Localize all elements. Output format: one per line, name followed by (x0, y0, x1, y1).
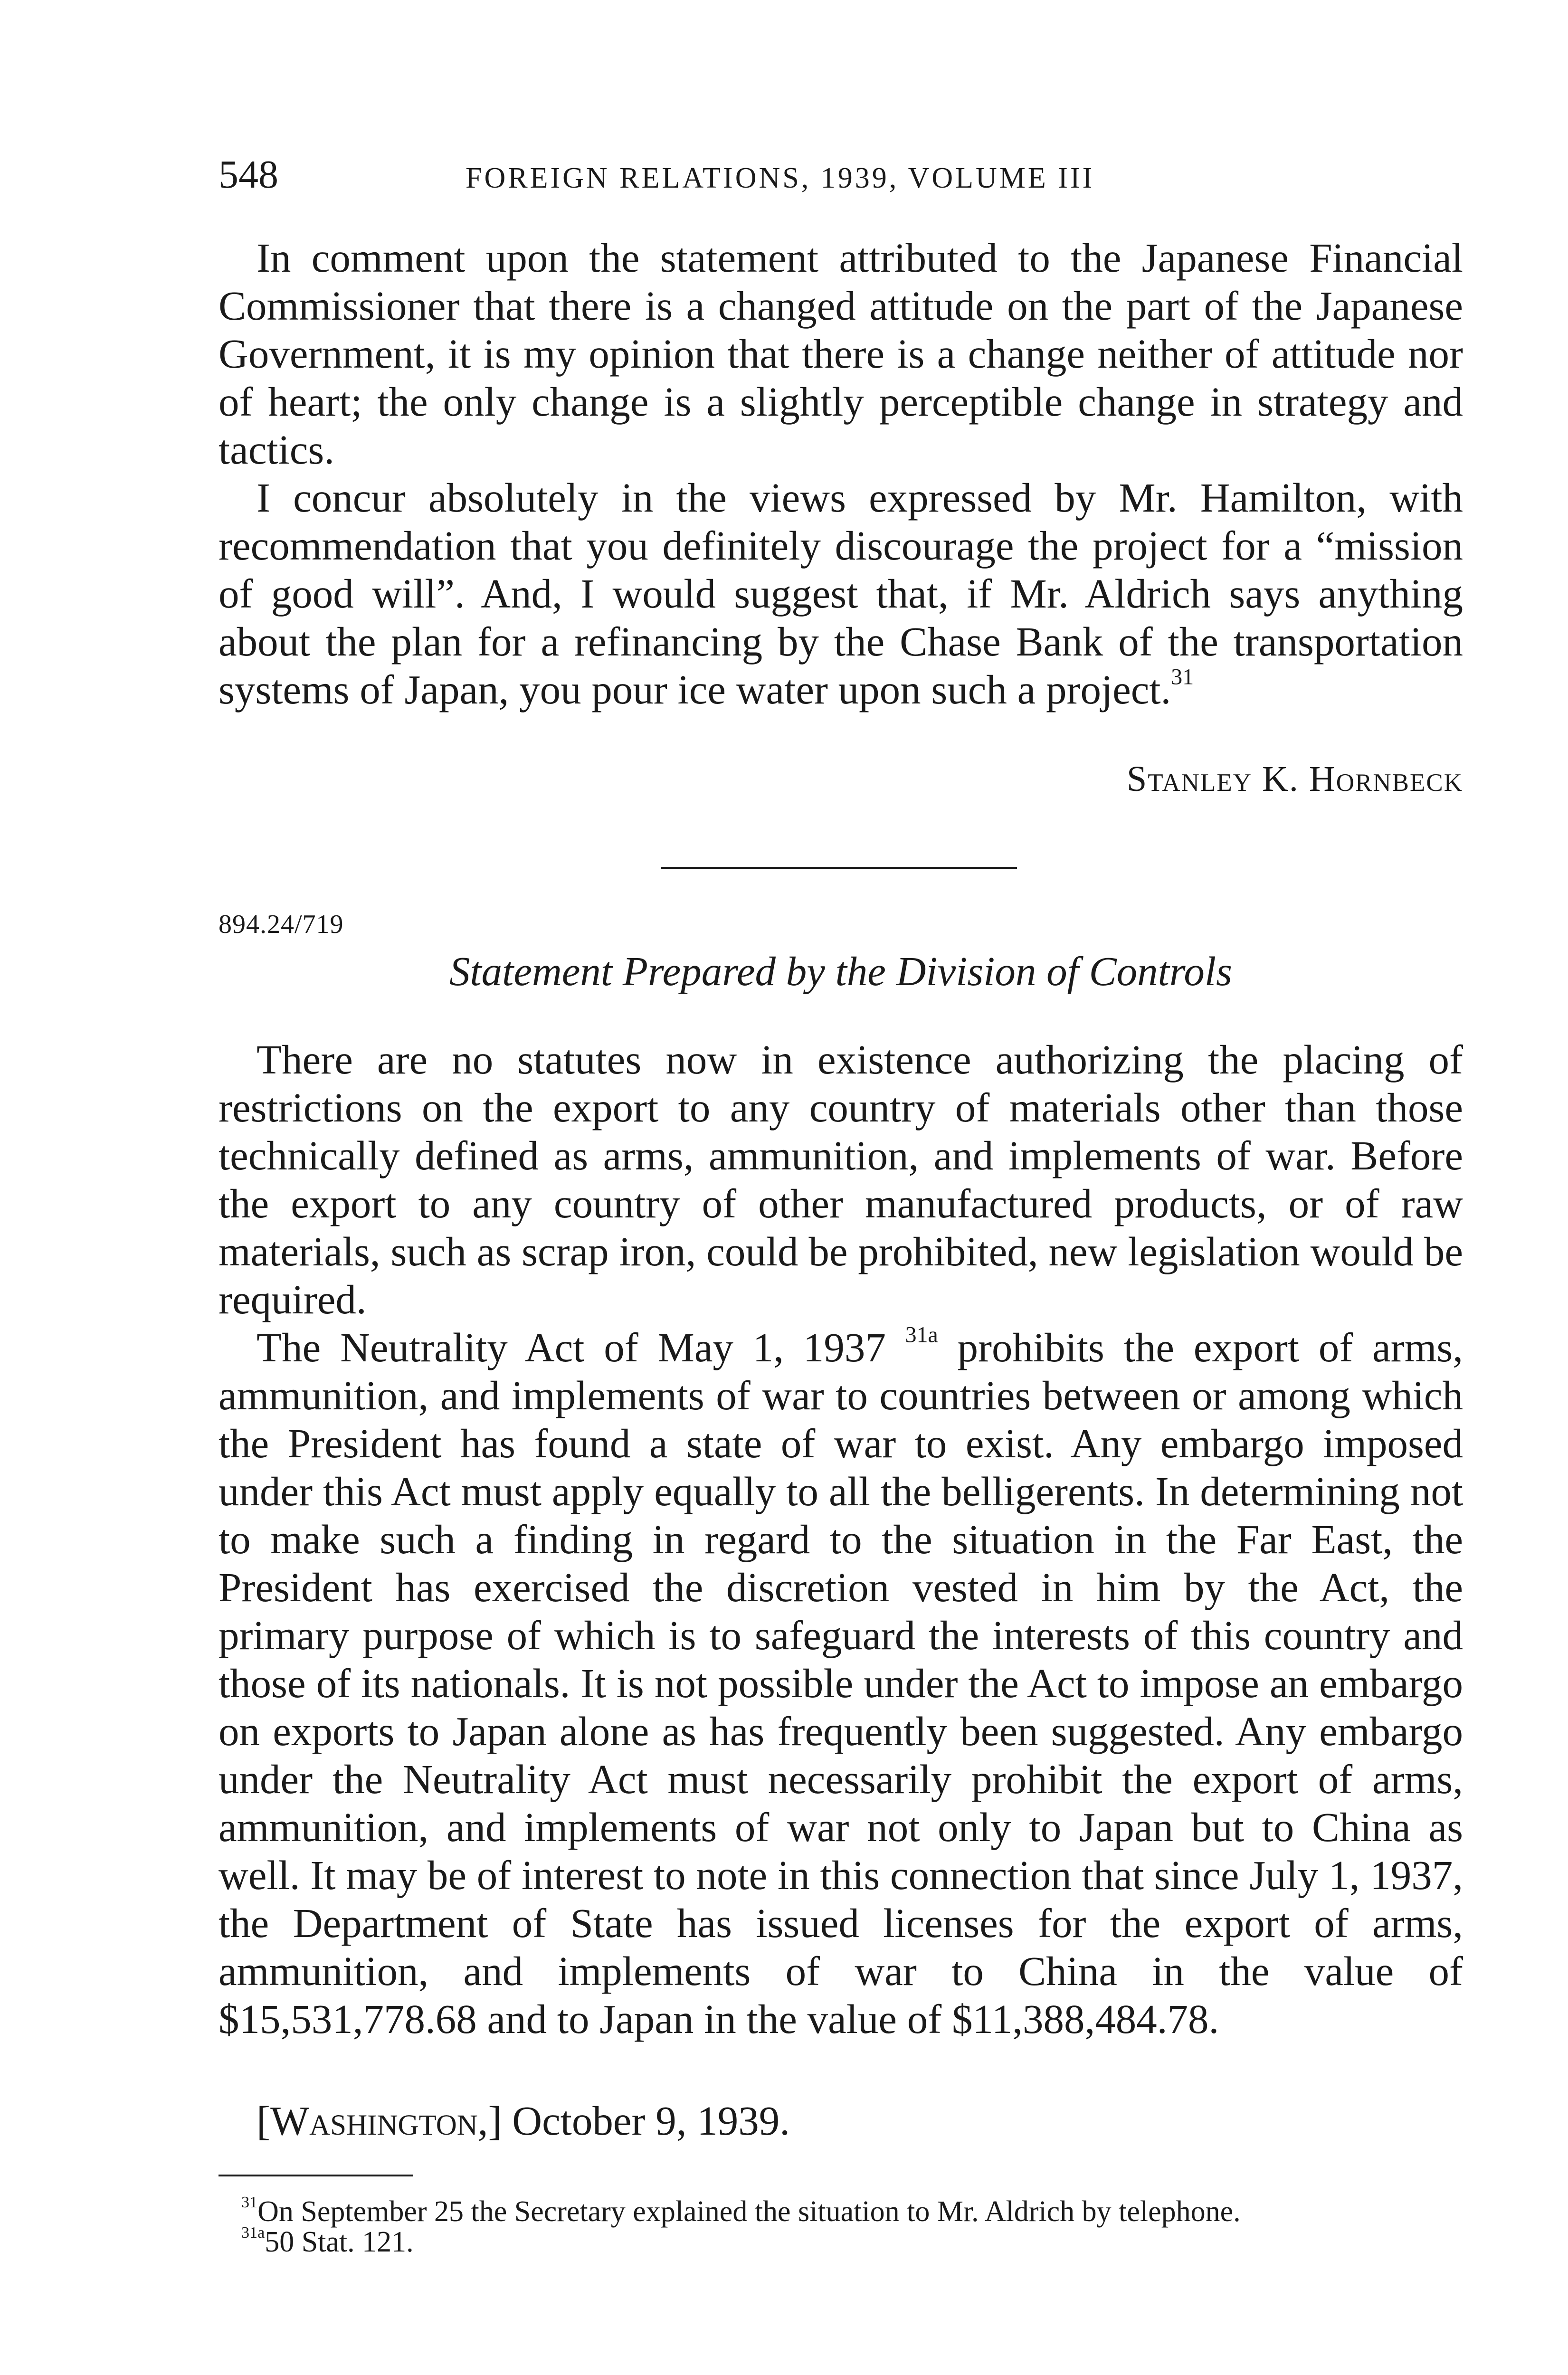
statement-body (219, 1036, 1463, 2043)
dateline-bracket-open: [ (257, 2098, 270, 2144)
dateline (257, 2097, 790, 2145)
memo-paragraph: In comment upon the statement attributed to the Japanese Financial Commissioner that there is a changed attitude on the part of the Japanese Government, it is my opinion that there is a change neither of attitude nor of heart; the only change is a slightly perceptible change in strategy and tactics. (219, 235, 1463, 473)
memo-paragraph (219, 474, 1463, 713)
statement-paragraph: There are no statutes now in existence authorizing the placing of restrictions on the export to any country of materials other than those technically defined as arms, ammunition, and implements of war. Before the export to any country of other manufactured products, or of raw materials, such as scrap iron, could be prohibited, new legislation would be required. (219, 1036, 1463, 1322)
dateline-place: Washington, (270, 2098, 488, 2144)
footnote-text: 50 Stat. 121. (265, 2226, 414, 2258)
memo-paragraph-text: I concur absolutely in the views expressed by Mr. Hamilton, with recommendation that you definitely discourage the project for a “mission of good will”. And, I would suggest that, if Mr. Aldrich says anything about the plan for a refinancing by the Chase Bank of the transportation systems of Japan, you pour ice water upon such a project. (219, 475, 1463, 712)
page-number: 548 (219, 152, 278, 197)
statement-paragraph-lead: The Neutrality Act of May 1, 1937 (257, 1324, 886, 1370)
footnote (219, 2194, 1463, 2228)
running-head (219, 151, 1463, 203)
footnote-marker: 31 (241, 2194, 258, 2212)
signature: Stanley K. Hornbeck (1127, 759, 1463, 799)
footnote-marker: 31a (241, 2224, 265, 2242)
file-number: 894.24/719 (219, 910, 344, 939)
dateline-bracket-close: ] (488, 2098, 502, 2144)
footnote-text: On September 25 the Secretary explained the situation to Mr. Aldrich by telephone. (257, 2195, 1241, 2228)
footnote-ref: 31 (1171, 664, 1194, 690)
footnote-rule (219, 2175, 413, 2176)
document-title: Statement Prepared by the Division of Controls (449, 948, 1232, 994)
footnote-ref: 31a (905, 1322, 938, 1348)
memo-body (219, 234, 1463, 713)
statement-paragraph (219, 1323, 1463, 2043)
dateline-date: October 9, 1939. (512, 2098, 790, 2144)
footnote (219, 2224, 1463, 2258)
running-title: FOREIGN RELATIONS, 1939, VOLUME III (466, 162, 1095, 194)
footnotes (219, 2194, 1463, 2258)
section-divider (661, 867, 1017, 869)
statement-paragraph-rest: prohibits the export of arms, ammunition, and implements of war to countries between or among which the President has found a state of war to exist. Any embargo imposed under this Act must apply equally to all the belligerents. In determining not to make such a finding in regard to the situation in the Far East, the President has exercised the discretion vested in him by the Act, the primary purpose of which is to safeguard the interests of this country and those of its nationals. It is not possible under the Act to impose an embargo on exports to Japan alone as has frequently been suggested. Any embargo under the Neutrality Act must necessarily prohibit the export of arms, ammunition, and implements of war not only to Japan but to China as well. It may be of interest to note in this connection that since July 1, 1937, the Department of State has issued licenses for the export of arms, ammunition, and implements of war to China in the value of $15,531,778.68 and to Japan in the value of $11,388,484.78. (219, 1324, 1463, 2042)
